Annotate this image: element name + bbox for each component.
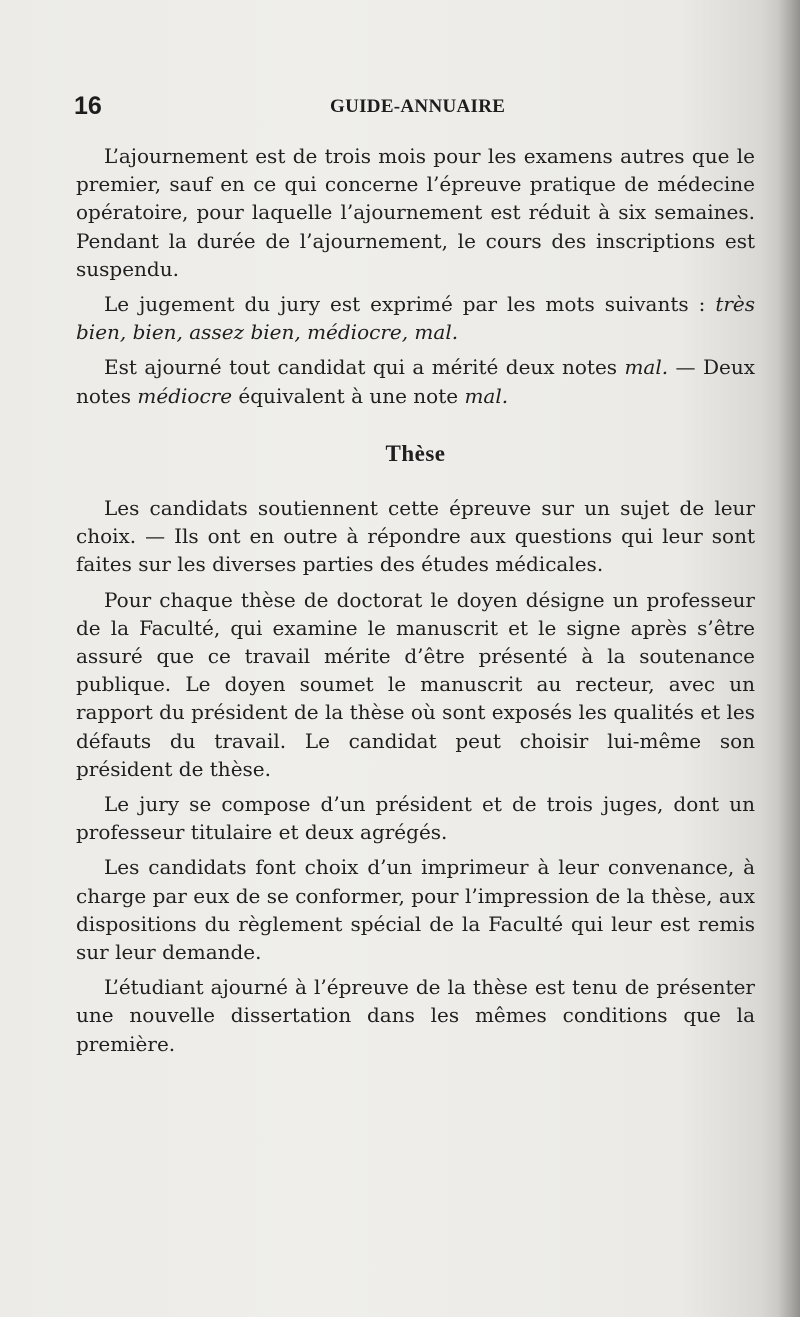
paragraph-notes-part-3: équivalent à une note <box>238 383 459 408</box>
running-title: GUIDE-ANNUAIRE <box>330 96 506 117</box>
paragraph-notes-italic-3: mal. <box>464 383 509 408</box>
these-paragraph-4: Les candidats font choix d’un imprimeur à leur convenance, à charge par eux de se conformer, pour l’impression de la thèse, aux dispositions du règlement spécial de la Faculté qui leur est remis sur leur demande. <box>76 855 755 965</box>
paragraph-jugement-text: Le jugement du jury est exprimé par les mots suivants : <box>104 292 706 317</box>
paragraph-notes-italic-2: médiocre <box>137 383 233 408</box>
page-number: 16 <box>74 92 102 120</box>
paragraph-notes-italic-1: mal. <box>624 355 669 380</box>
these-paragraph-3: Le jury se compose d’un président et de trois juges, dont un professeur titulaire et deux agrégés. <box>76 792 755 845</box>
page-header <box>74 92 754 122</box>
these-paragraph-5: L’étudiant ajourné à l’épreuve de la thèse est tenu de présenter une nouvelle dissertation dans les mêmes conditions que la première. <box>76 975 755 1056</box>
paragraph-jugement-grades: très bien, bien, assez bien, médiocre, mal. <box>76 292 756 345</box>
page-edge-shadow <box>778 0 800 1317</box>
paragraph-notes <box>76 353 755 409</box>
these-paragraph-1: Les candidats soutiennent cette épreuve sur un sujet de leur choix. — Ils ont en outre à répondre aux questions qui leur sont faites sur les diverses parties des études médicales. <box>76 496 755 577</box>
section-title-these: Thèse <box>385 440 446 466</box>
paragraph-jugement <box>76 290 755 346</box>
paragraph-notes-part-1: Est ajourné tout candidat qui a mérité deux notes <box>104 355 618 380</box>
paragraph-notes-part-2: — Deux notes <box>76 355 755 408</box>
these-paragraph-2: Pour chaque thèse de doctorat le doyen désigne un professeur de la Faculté, qui examine le manuscrit et le signe après s’être assuré que ce travail mérite d’être présenté à la soutenance publique. Le doyen soumet le manuscrit au recteur, avec un rapport du président de la thèse où sont exposés les qualités et les défauts du travail. Le candidat peut choisir lui-même son président de thèse. <box>76 587 755 781</box>
body-text <box>76 142 755 1058</box>
paragraph-ajournement: L’ajournement est de trois mois pour les examens autres que le premier, sauf en ce qui concerne l’épreuve pratique de médecine opératoire, pour laquelle l’ajournement est réduit à six semaines. Pendant la durée de l’ajournement, le cours des inscriptions est suspendu. <box>76 144 755 281</box>
